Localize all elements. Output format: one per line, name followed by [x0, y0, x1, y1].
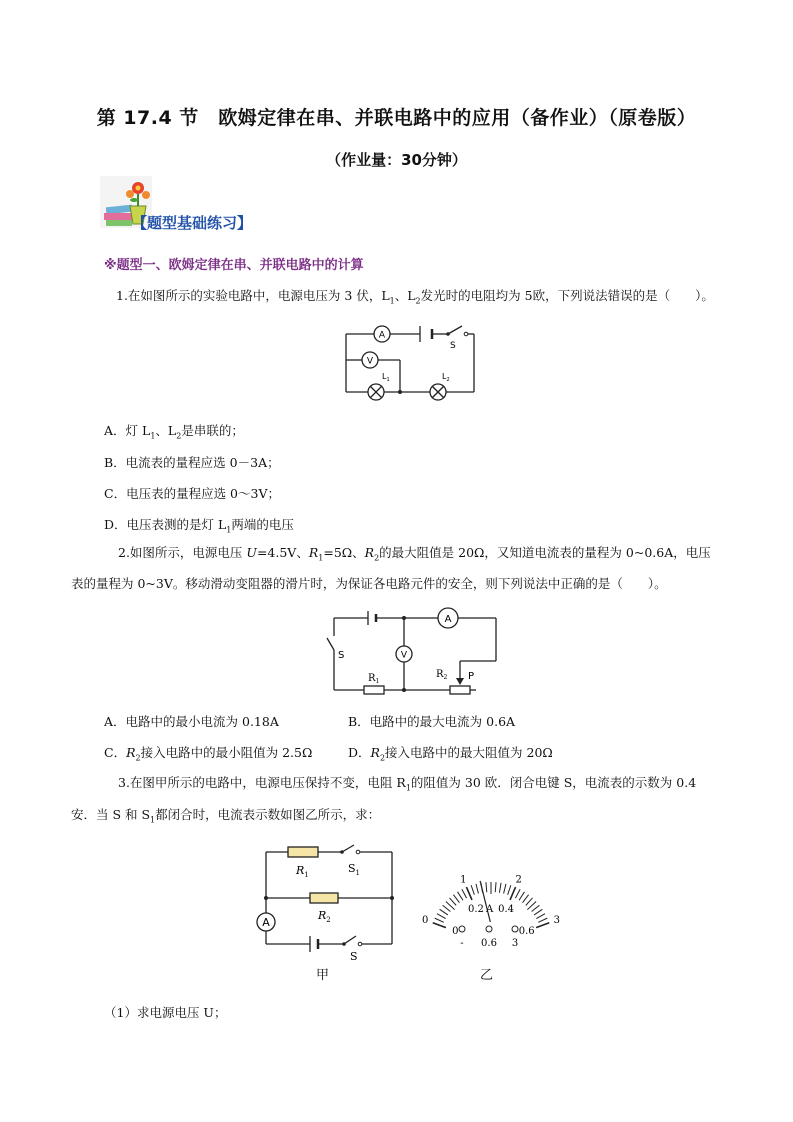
question-1-circuit-diagram	[338, 318, 483, 400]
section-label: 【题型基础练习】	[132, 214, 253, 232]
dial-tick	[519, 892, 524, 900]
ammeter-label: A	[262, 916, 270, 929]
dial-tick	[437, 914, 446, 919]
dial-tick	[440, 909, 448, 915]
dial-top-scale-label: 1	[460, 874, 467, 886]
question-2-circuit-diagram	[318, 606, 504, 696]
dial-tick	[526, 898, 533, 905]
dial-tick	[462, 889, 467, 898]
lamp-2-label: $L_2$	[442, 372, 450, 383]
question-1-option-d: D．电压表测的是灯 $L_1$两端的电压	[104, 517, 294, 535]
question-1-option-a: A．灯 $L_1$、$L_2$是串联的；	[104, 423, 244, 441]
voltmeter-label: V	[400, 650, 408, 661]
question-2-option-d: D．$R_2$接入电路中的最大阻值为 20Ω	[348, 745, 553, 763]
dial-tick	[443, 905, 451, 911]
question-1-option-b: B．电流表的量程应选 0－3A；	[104, 455, 280, 470]
question-2-line-2: 表的量程为 0~3V。移动滑动变阻器的滑片时，为保证各电路元件的安全，则下列说法中正确的是（ ）。	[71, 576, 667, 591]
ammeter-label: A	[444, 614, 452, 625]
switch-label: S	[450, 341, 456, 351]
dial-bottom-scale-label: 0	[452, 926, 459, 938]
question-2-option-a: A．电路中的最小电流为 0.18A	[104, 714, 279, 729]
terminal-label: -	[460, 938, 464, 949]
slider-label: P	[468, 671, 475, 682]
question-3-line-2: 安．当 S 和 $S_1$都闭合时，电流表示数如图乙所示，求：	[71, 807, 381, 825]
question-2-option-c: C．$R_2$接入电路中的最小阻值为 2.5Ω	[104, 745, 313, 763]
dial-top-scale-label: 0	[422, 915, 429, 927]
switch-s1-label: $S_1$	[348, 862, 361, 877]
dial-tick	[495, 882, 496, 892]
r2-label: $R_2$	[436, 669, 448, 681]
voltmeter-label: V	[366, 356, 374, 367]
dial-tick	[433, 923, 446, 928]
dial-tick	[471, 885, 474, 894]
dial-tick	[466, 887, 472, 900]
meter-unit: A	[486, 904, 494, 915]
question-3-circuit-diagram	[252, 842, 398, 963]
dial-bottom-scale-label: 0.4	[498, 904, 515, 916]
group-title: ※题型一、欧姆定律在串、并联电路中的计算	[104, 258, 364, 273]
dial-tick	[504, 884, 506, 894]
question-3-line-1: 3.在图甲所示的电路中，电源电压保持不变，电阻 $R_1$的阻值为 30 欧．闭合电键 S，电流表的示数为 0.4	[118, 775, 697, 793]
dial-top-scale-label: 3	[553, 915, 560, 927]
dial-bottom-scale-label: 0.6	[518, 926, 535, 938]
dial-tick	[510, 887, 516, 900]
dial-tick	[536, 914, 545, 919]
ammeter-label: A	[378, 330, 386, 341]
switch-s-label: S	[350, 950, 358, 963]
r1-label: $R_1$	[368, 673, 380, 685]
dial-top-scale-label: 2	[515, 874, 522, 886]
question-2-line-1: 2.如图所示，电源电压 U=4.5V、$R_1=5\Omega$、$R_2$的最大阻值是 20Ω，又知道电流表的量程为 0~0.6A，电压	[118, 545, 711, 563]
figure-jia-label: 甲	[316, 968, 330, 983]
dial-tick	[486, 882, 487, 892]
terminal-label: 0.6	[481, 938, 497, 949]
figure-yi-label: 乙	[480, 968, 494, 983]
dial-tick	[515, 889, 520, 898]
dial-tick	[534, 909, 542, 915]
page-title: 第 17.4 节 欧姆定律在串、并联电路中的应用（备作业）（原卷版）	[96, 107, 697, 129]
question-3-ammeter-dial	[404, 842, 578, 954]
question-1-stem: 1.在如图所示的实验电路中，电源电压为 3 伏，$L_1$、$L_2$发光时的电阻均为 5欧，下列说法错误的是（ ）。	[116, 288, 714, 306]
lamp-1-label: $L_1$	[382, 372, 390, 383]
question-1-option-c: C．电压表的量程应选 0～3V；	[104, 486, 280, 501]
dial-tick	[499, 883, 501, 893]
terminal-post	[486, 926, 492, 932]
r2-label: $R_2$	[318, 909, 331, 924]
dial-tick	[508, 885, 511, 894]
r1-label: $R_1$	[296, 864, 309, 879]
question-3-subquestion-1: （1）求电源电压 U；	[104, 1005, 227, 1020]
dial-tick	[435, 918, 444, 922]
dial-tick	[523, 895, 529, 903]
dial-bottom-scale-label: 0.2	[467, 904, 484, 916]
question-2-option-b: B．电路中的最大电流为 0.6A	[348, 714, 516, 729]
dial-tick	[450, 898, 457, 905]
dial-tick	[536, 923, 549, 928]
terminal-label: 3	[511, 938, 519, 949]
terminal-post	[459, 926, 465, 932]
dial-needle	[480, 881, 490, 922]
dial-tick	[532, 905, 540, 911]
switch-label: S	[338, 650, 345, 661]
dial-tick	[453, 895, 459, 903]
dial-tick	[476, 884, 478, 894]
dial-tick	[538, 918, 547, 922]
workload-subtitle: （作业量：30分钟）	[326, 151, 467, 169]
dial-tick	[458, 892, 463, 900]
terminal-post	[512, 926, 518, 932]
